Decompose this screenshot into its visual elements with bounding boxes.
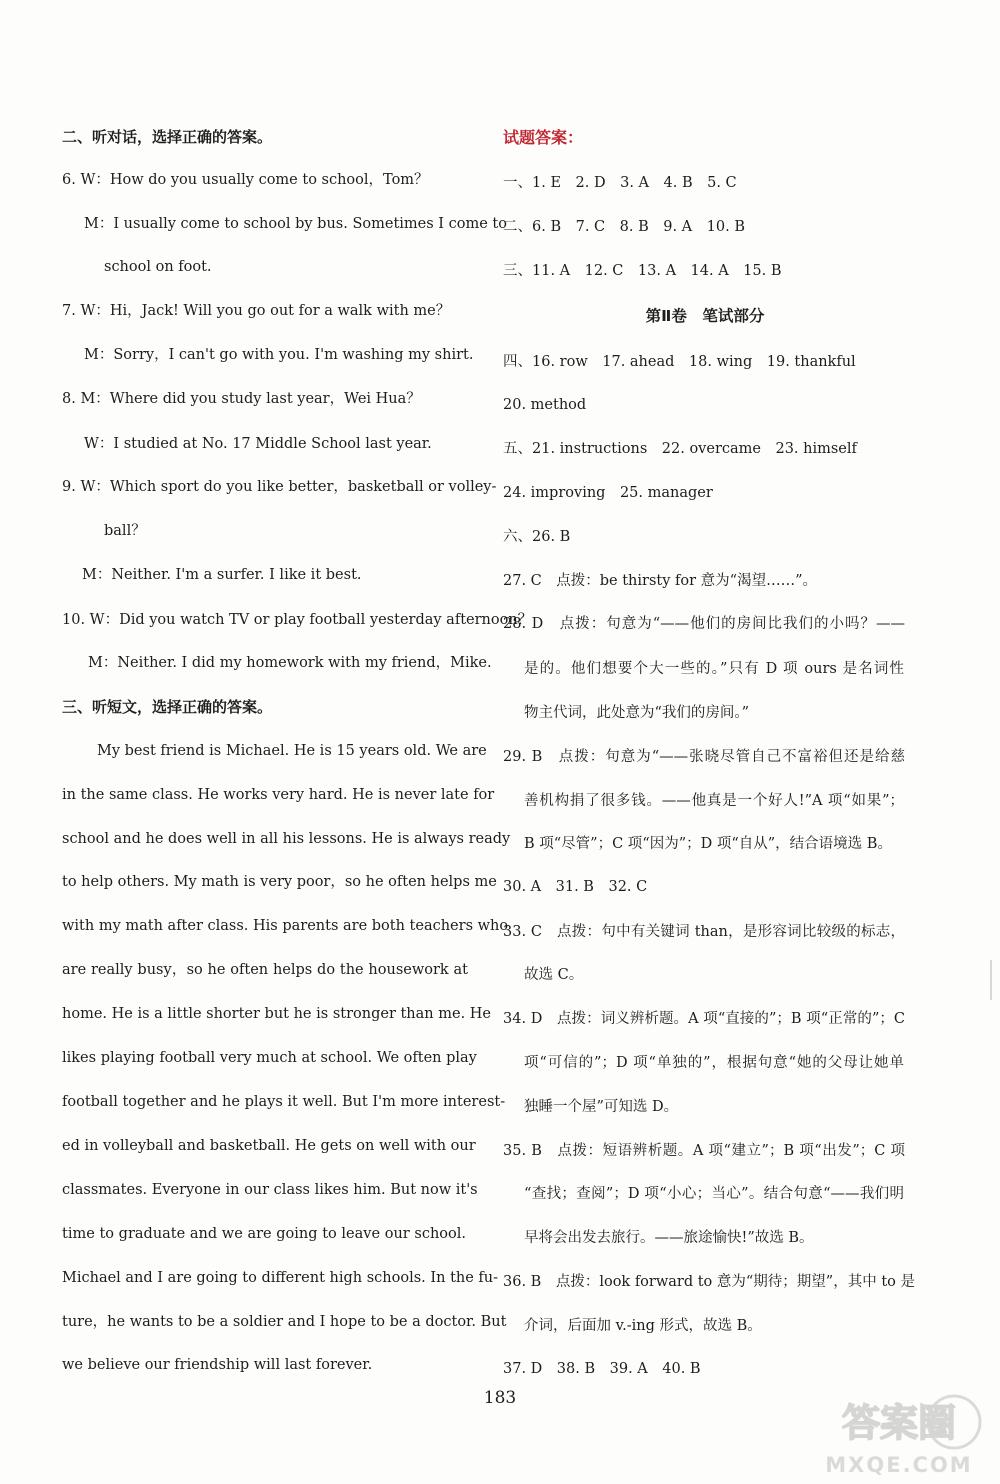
- answer-line: 27. C 点拨：be thirsty for 意为“渴望……”。: [503, 573, 818, 589]
- answer-line: 项“可信的”；D 项“单独的”，根据句意“她的父母让她单: [524, 1055, 904, 1071]
- passage-line: we believe our friendship will last forever.: [62, 1357, 373, 1373]
- answer-line: 介词，后面加 v.-ing 形式，故选 B。: [524, 1318, 762, 1334]
- answer-line: 独睡一个屋”可知选 D。: [524, 1099, 679, 1115]
- answer-line: 是的。他们想要个大一些的。”只有 D 项 ours 是名词性: [524, 661, 904, 677]
- answer-line: 三、11. A 12. C 13. A 14. A 15. B: [503, 263, 782, 279]
- passage-line: likes playing football very much at school. We often play: [62, 1050, 477, 1066]
- passage-line: My best friend is Michael. He is 15 years old. We are: [97, 743, 487, 759]
- answer-line: B 项“尽管”；C 项“因为”；D 项“自从”，结合语境选 B。: [524, 836, 892, 852]
- answer-line: 五、21. instructions 22. overcame 23. himself: [503, 441, 857, 457]
- passage-line: school and he does well in all his lessons. He is always ready: [62, 831, 511, 847]
- answer-line: 20. method: [503, 397, 587, 413]
- passage-line: ed in volleyball and basketball. He gets on well with our: [62, 1138, 476, 1154]
- answer-line: 二、6. B 7. C 8. B 9. A 10. B: [503, 219, 745, 235]
- answer-line: 一、1. E 2. D 3. A 4. B 5. C: [503, 175, 737, 191]
- dialogue-line: M：Neither. I'm a surfer. I like it best.: [82, 567, 362, 583]
- answer-line: 故选 C。: [524, 967, 584, 983]
- dialogue-line: 7. W：Hi，Jack! Will you go out for a walk with me？: [62, 303, 451, 319]
- passage-line: are really busy，so he often helps do the housework at: [62, 962, 468, 978]
- passage-line: to help others. My math is very poor，so he often helps me: [62, 874, 497, 890]
- answers-title: 试题答案：: [503, 128, 584, 147]
- dialogue-line: school on foot.: [104, 259, 212, 275]
- watermark-logo: [804, 1390, 994, 1480]
- answer-line: 四、16. row 17. ahead 18. wing 19. thankful: [503, 354, 856, 370]
- dialogue-line: M：Neither. I did my homework with my friend，Mike.: [88, 655, 492, 671]
- answer-line: 28. D 点拨：句意为“——他们的房间比我们的小吗？——: [503, 616, 905, 632]
- answer-line: 30. A 31. B 32. C: [503, 879, 648, 895]
- answer-line: 37. D 38. B 39. A 40. B: [503, 1361, 701, 1377]
- dialogue-line: ball？: [104, 523, 146, 539]
- dialogue-line: 8. M：Where did you study last year，Wei Hua？: [62, 391, 421, 407]
- answer-line: 物主代词，此处意为“我们的房间。”: [524, 705, 750, 721]
- answer-line: 善机构捐了很多钱。——他真是一个好人!”A 项“如果”；: [524, 793, 904, 809]
- passage-line: home. He is a little shorter but he is stronger than me. He: [62, 1006, 492, 1022]
- dialogue-line: M：Sorry，I can't go with you. I'm washing my shirt.: [84, 347, 474, 363]
- answer-line: 35. B 点拨：短语辨析题。A 项“建立”；B 项“出发”；C 项: [503, 1143, 905, 1159]
- passage-line: time to graduate and we are going to leave our school.: [62, 1226, 466, 1242]
- passage-line: ture，he wants to be a soldier and I hope to be a doctor. But: [62, 1314, 507, 1330]
- page-number: 183: [483, 1388, 517, 1408]
- watermark-url: MXQE.COM: [825, 1453, 973, 1477]
- edge-mark: [990, 960, 992, 1000]
- answer-line: 29. B 点拨：句意为“——张晓尽管自己不富裕但还是给慈: [503, 749, 905, 765]
- section-title-2: 二、听对话，选择正确的答案。: [62, 128, 273, 146]
- dialogue-line: W：I studied at No. 17 Middle School last year.: [84, 436, 432, 452]
- answer-line: 34. D 点拨：词义辨析题。A 项“直接的”；B 项“正常的”；C: [503, 1011, 905, 1027]
- part2-title: 第Ⅱ卷 笔试部分: [645, 307, 765, 325]
- passage-line: Michael and I are going to different high schools. In the fu-: [62, 1270, 499, 1286]
- answer-line: “查找；查阅”；D 项“小心；当心”。结合句意“——我们明: [524, 1186, 904, 1202]
- answer-line: 早将会出发去旅行。——旅途愉快!”故选 B。: [524, 1230, 814, 1246]
- watermark-text: 答案圈: [841, 1401, 957, 1445]
- dialogue-line: 9. W：Which sport do you like better，basketball or volley-: [62, 479, 497, 495]
- answer-line: 六、26. B: [503, 529, 571, 545]
- passage-line: with my math after class. His parents are both teachers who: [62, 918, 509, 934]
- dialogue-line: M：I usually come to school by bus. Sometimes I come to: [84, 216, 507, 232]
- dialogue-line: 10. W：Did you watch TV or play football yesterday afternoon？: [62, 612, 533, 628]
- dialogue-line: 6. W：How do you usually come to school，Tom？: [62, 172, 429, 188]
- passage-line: classmates. Everyone in our class likes him. But now it's: [62, 1182, 478, 1198]
- section-title-3: 三、听短文，选择正确的答案。: [62, 698, 273, 716]
- passage-line: football together and he plays it well. But I'm more interest-: [62, 1094, 506, 1110]
- answer-line: 36. B 点拨：look forward to 意为“期待；期望”，其中 to 是: [503, 1274, 915, 1290]
- answer-line: 24. improving 25. manager: [503, 485, 713, 501]
- passage-line: in the same class. He works very hard. He is never late for: [62, 787, 495, 803]
- answer-line: 33. C 点拨：句中有关键词 than，是形容词比较级的标志，: [503, 924, 905, 940]
